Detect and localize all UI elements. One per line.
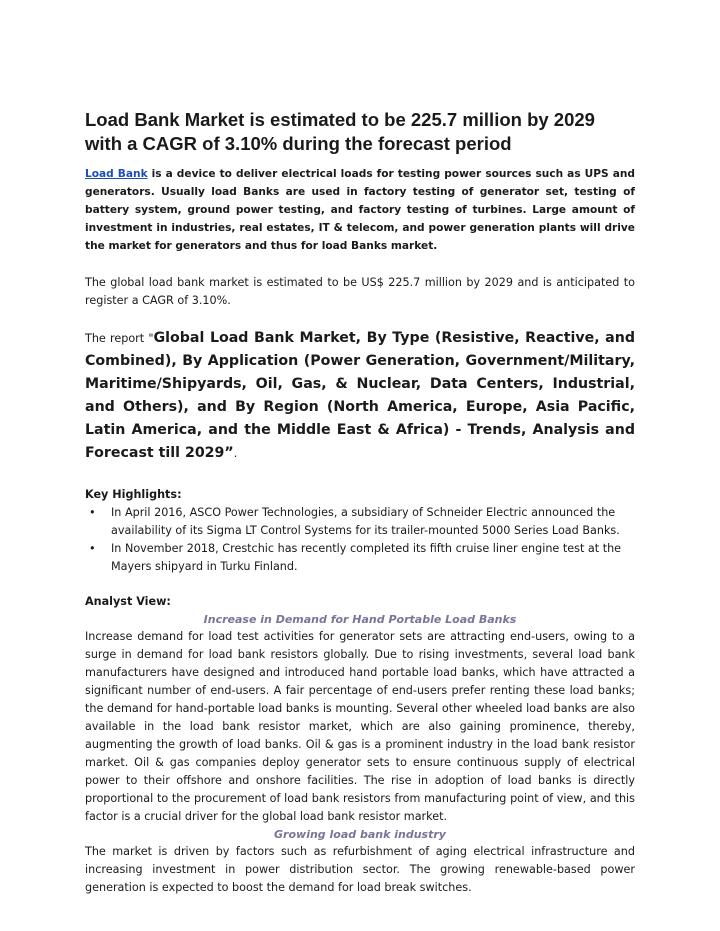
report-suffix: . [233, 447, 238, 460]
analyst-view-heading: Analyst View: [85, 595, 171, 608]
intro-text: is a device to deliver electrical loads for testing power sources such as UPS and generators. Usually load Banks are used in factory testing of generator set, testing of battery system, ground power testing, and factory testing of turbines. Large amount of investment in industries, real estates, IT & telecom, and power generation plants will drive the market for generators and thus for load Banks market. [85, 168, 635, 252]
list-item [85, 504, 635, 540]
report-paragraph [85, 327, 635, 465]
section-subheading: Increase in Demand for Hand Portable Load Banks [203, 613, 517, 626]
section-body: The market is driven by factors such as refurbishment of aging electrical infrastructure and increasing investment in power distribution sector. The growing renewable-based power generation is expected to boost the demand for load break switches. [85, 845, 635, 894]
section-body: Increase demand for load test activities for generator sets are attracting end-users, owing to a surge in demand for load bank resistors globally. Due to rising investments, several load bank manufacturers have designed and introduced hand portable load banks, which have attracted a significant number of end-users. A fair percentage of end-users prefer renting these load banks; the demand for hand-portable load banks is mounting. Several other wheeled load banks are also available in the load bank resistor market, which are also gaining prominence, thereby, augmenting the growth of load banks. Oil & gas is a prominent industry in the load bank resistor market. Oil & gas companies deploy generator sets to ensure continuous supply of electrical power to their offshore and onshore facilities. The rise in adoption of load banks is directly proportional to the procurement of load bank resistors from manufacturing point of view, and this factor is a crucial driver for the global load bank resistor market. [85, 630, 635, 823]
highlight-text: In April 2016, ASCO Power Technologies, a subsidiary of Schneider Electric announced the availability of its Sigma LT Control Systems for its trailer-mounted 5000 Series Load Banks. [111, 506, 620, 537]
load-bank-link[interactable]: Load Bank [85, 168, 148, 180]
report-prefix: The report " [85, 332, 154, 345]
bullet-icon: • [89, 542, 96, 555]
page-title: Load Bank Market is estimated to be 225.7 million by 2029 with a CAGR of 3.10% during the forecast period [85, 109, 595, 154]
list-item [85, 540, 635, 576]
key-highlights-heading: Key Highlights: [85, 488, 182, 501]
market-paragraph: The global load bank market is estimated to be US$ 225.7 million by 2029 and is anticipated to register a CAGR of 3.10%. [85, 276, 635, 307]
document-page [85, 108, 635, 897]
intro-paragraph [85, 165, 635, 255]
section-subheading: Growing load bank industry [274, 828, 446, 841]
bullet-icon: • [89, 506, 96, 519]
key-highlights-list [85, 504, 635, 576]
report-title: Global Load Bank Market, By Type (Resistive, Reactive, and Combined), By Application (Power Generation, Government/Military, Maritime/Shipyards, Oil, Gas, & Nuclear, Data Centers, Industrial, and Others), and By Region (North America, Europe, Asia Pacific, Latin America, and the Middle East & Africa) - Trends, Analysis and Forecast till 2029” [85, 330, 636, 461]
highlight-text: In November 2018, Crestchic has recently completed its fifth cruise liner engine test at the Mayers shipyard in Turku Finland. [111, 542, 622, 573]
